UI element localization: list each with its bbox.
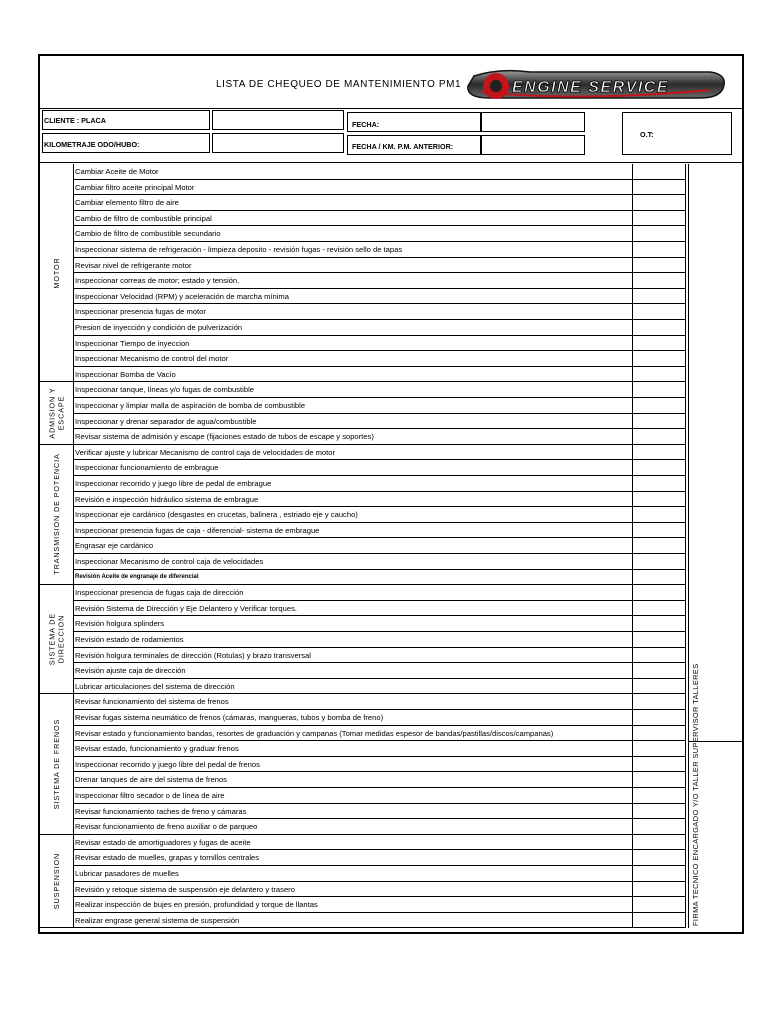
checklist-item: Revisión e inspección hidráulico sistema de embrague (74, 492, 632, 508)
check-cell[interactable] (632, 320, 686, 336)
check-cell[interactable] (632, 570, 686, 586)
checklist-item: Lubricar pasadores de muelles (74, 866, 632, 882)
checklist-form (38, 54, 744, 934)
checklist-item: Revisar estado de amortiguadores y fugas de aceite (74, 835, 632, 851)
fecha-field[interactable] (481, 112, 585, 132)
checklist-item: Revisión Sistema de Dirección y Eje Delantero y Verificar torques. (74, 601, 632, 617)
check-cell[interactable] (632, 304, 686, 320)
checklist-item: Inspeccionar y limpiar malla de aspiración de bomba de combustible (74, 398, 632, 414)
check-cell[interactable] (632, 382, 686, 398)
checklist-item: Realizar inspección de bujes en presión, profundidad y torque de llantas (74, 897, 632, 913)
checklist-item: Inspeccionar presencia fugas de motor (74, 304, 632, 320)
header (40, 56, 742, 109)
signature-column (688, 164, 742, 928)
check-cell[interactable] (632, 242, 686, 258)
checklist-item: Revisar estado de muelles, grapas y tornillos centrales (74, 850, 632, 866)
check-cell[interactable] (632, 507, 686, 523)
checklist-item: Engrasar eje cardánico (74, 538, 632, 554)
check-cell[interactable] (632, 226, 686, 242)
checklist-item: Revisión ajuste caja de dirección (74, 663, 632, 679)
check-cell[interactable] (632, 258, 686, 274)
kilometraje-field[interactable] (212, 133, 344, 153)
check-cell[interactable] (632, 336, 686, 352)
check-cell[interactable] (632, 476, 686, 492)
checklist-item: Inspeccionar y drenar separador de agua/combustible (74, 414, 632, 430)
checklist-item: Cambio de filtro de combustible secundario (74, 226, 632, 242)
kilometraje-label-box (42, 133, 210, 153)
checklist-item: Revisar fugas sistema neumático de frenos (cámaras, mangueras, tubos y bomba de freno) (74, 710, 632, 726)
check-cell[interactable] (632, 788, 686, 804)
check-cell[interactable] (632, 398, 686, 414)
section-title: SISTEMA DE FRENOS (51, 718, 61, 810)
checklist-item: Inspeccionar tanque, líneas y/o fugas de combustible (74, 382, 632, 398)
check-cell[interactable] (632, 554, 686, 570)
cliente-label-box (42, 110, 210, 130)
check-cell[interactable] (632, 772, 686, 788)
fecha-km-label-box (347, 135, 481, 155)
ot-box[interactable] (622, 112, 732, 155)
checklist-item: Inspeccionar Tiempo de inyeccion (74, 336, 632, 352)
checklist-item: Drenar tanques de aire del sistema de frenos (74, 772, 632, 788)
checklist-item: Inspeccionar recorrido y juego libre del pedal de frenos (74, 757, 632, 773)
check-cell[interactable] (632, 445, 686, 461)
checklist-item: Inspeccionar presencia de fugas caja de dirección (74, 585, 632, 601)
section-title: SISTEMA DE DIRECCION (47, 613, 65, 666)
check-cell[interactable] (632, 710, 686, 726)
checklist-item: Inspeccionar eje cardánico (desgastes en crucetas, balinera , estriado eje y caucho) (74, 507, 632, 523)
check-cell[interactable] (632, 663, 686, 679)
check-cell[interactable] (632, 616, 686, 632)
fecha-km-field[interactable] (481, 135, 585, 155)
check-cell[interactable] (632, 897, 686, 913)
section-0 (40, 164, 74, 382)
checklist-item: Revisar estado y funcionamiento bandas, resortes de graduación y campanas (Tomar medidas espesor de bandas/pastillas/discos/campanas) (74, 726, 632, 742)
check-cell[interactable] (632, 180, 686, 196)
check-cell[interactable] (632, 804, 686, 820)
section-title: SUSPENSION (51, 853, 61, 910)
checklist-item: Inspeccionar funcionamiento de embrague (74, 460, 632, 476)
checklist-item: Revisión holgura splinders (74, 616, 632, 632)
check-cell[interactable] (632, 679, 686, 695)
check-cell[interactable] (632, 850, 686, 866)
check-cell[interactable] (632, 648, 686, 664)
check-cell[interactable] (632, 429, 686, 445)
section-title: TRANSMISION DE POTENCIA (51, 453, 61, 576)
signature-label: FIRMA TECNICO ENCARGADO Y/O TALLER SUPERVISOR TALLERES (691, 663, 700, 927)
check-cell[interactable] (632, 538, 686, 554)
checklist-item: Realizar engrase general sistema de suspensión (74, 913, 632, 929)
check-cell[interactable] (632, 211, 686, 227)
check-cell[interactable] (632, 289, 686, 305)
checklist-item: Inspeccionar recorrido y juego libre de pedal de embrague (74, 476, 632, 492)
engine-service-logo (460, 68, 728, 102)
section-4 (40, 694, 74, 834)
checklist-item: Inspeccionar correas de motor; estado y tensión. (74, 273, 632, 289)
checklist-item: Cambiar Aceite de Motor (74, 164, 632, 180)
check-cell[interactable] (632, 585, 686, 601)
checklist-item: Revisión y retoque sistema de suspensión eje delantero y trasero (74, 882, 632, 898)
checklist-item: Inspeccionar Bomba de Vacío (74, 367, 632, 383)
section-3 (40, 585, 74, 694)
page-title: LISTA DE CHEQUEO DE MANTENIMIENTO PM1 (216, 79, 462, 90)
check-cell[interactable] (632, 913, 686, 929)
check-cell[interactable] (632, 492, 686, 508)
checklist-item: Revisión Aceite de engranaje de diferencial (74, 570, 632, 586)
cliente-label: CLIENTE : PLACA (44, 116, 106, 125)
check-cell[interactable] (632, 460, 686, 476)
checklist-item: Presion de inyección y condición de pulverización (74, 320, 632, 336)
section-title: MOTOR (51, 257, 61, 289)
check-cell[interactable] (632, 694, 686, 710)
logo-text: ENGINE SERVICE (512, 79, 670, 96)
checklist-item: Revisar nivel de refrigerante motor (74, 258, 632, 274)
check-cell[interactable] (632, 835, 686, 851)
checklist-item: Inspeccionar Mecanismo de control del motor (74, 351, 632, 367)
checklist-item: Revisar funcionamiento raches de freno y cámaras (74, 804, 632, 820)
fecha-label: FECHA: (352, 120, 380, 129)
section-5 (40, 835, 74, 929)
check-cell[interactable] (632, 273, 686, 289)
checklist-grid (40, 164, 742, 928)
checklist-item: Inspeccionar sistema de refrigeración - limpieza deposito - revisión fugas - revisión sello de tapas (74, 242, 632, 258)
check-cell[interactable] (632, 757, 686, 773)
info-block (40, 109, 742, 163)
checklist-item: Revisar funcionamiento del sistema de frenos (74, 694, 632, 710)
check-cell[interactable] (632, 601, 686, 617)
check-cell[interactable] (632, 351, 686, 367)
checklist-item: Inspeccionar filtro secador o de línea de aire (74, 788, 632, 804)
check-cell[interactable] (632, 741, 686, 757)
kilometraje-label: KILOMETRAJE ODO/HUBO: (44, 140, 140, 149)
check-cell[interactable] (632, 195, 686, 211)
checklist-item: Revisión holgura terminales de dirección (Rotulas) y brazo transversal (74, 648, 632, 664)
checklist-item: Cambiar elemento filtro de aire (74, 195, 632, 211)
checklist-item: Inspeccionar presencia fugas de caja - diferencial- sistema de embrague (74, 523, 632, 539)
check-cell[interactable] (632, 866, 686, 882)
checklist-item: Revisar sistema de admisión y escape (fijaciones estado de tubos de escape y soportes) (74, 429, 632, 445)
checklist-item: Inspeccionar Velocidad (RPM) y aceleración de marcha mínima (74, 289, 632, 305)
section-title: ADMISION Y ESCAPE (47, 387, 65, 439)
check-cell[interactable] (632, 819, 686, 835)
cliente-field[interactable] (212, 110, 344, 130)
fecha-km-label: FECHA / KM. P.M. ANTERIOR: (352, 142, 454, 151)
section-1 (40, 382, 74, 444)
ot-label: O.T: (640, 130, 654, 139)
check-cell[interactable] (632, 632, 686, 648)
checklist-item: Verificar ajuste y lubricar Mecanismo de control caja de velocidades de motor (74, 445, 632, 461)
checklist-item: Revisar funcionamiento de freno auxiliar o de parqueo (74, 819, 632, 835)
section-2 (40, 445, 74, 585)
checklist-item: Lubricar articulaciones del sistema de dirección (74, 679, 632, 695)
checklist-item: Cambio de filtro de combustible principal (74, 211, 632, 227)
check-cell[interactable] (632, 882, 686, 898)
checklist-item: Inspeccionar Mecanismo de control caja de velocidades (74, 554, 632, 570)
check-cell[interactable] (632, 414, 686, 430)
check-cell[interactable] (632, 367, 686, 383)
check-cell[interactable] (632, 164, 686, 180)
checklist-item: Revisar estado, funcionamiento y graduar frenos (74, 741, 632, 757)
checklist-item: Revisión estado de rodamientos (74, 632, 632, 648)
check-cell[interactable] (632, 523, 686, 539)
fecha-label-box (347, 112, 481, 132)
checklist-item: Cambiar filtro aceite principal Motor (74, 180, 632, 196)
check-cell[interactable] (632, 726, 686, 742)
